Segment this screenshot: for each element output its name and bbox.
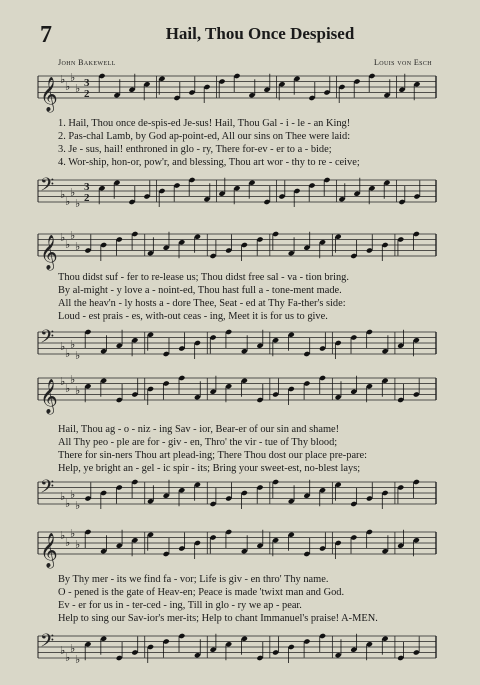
- flat-icon: ♭: [60, 490, 66, 503]
- flat-icon: ♭: [70, 338, 76, 351]
- treble-staff-3: [0, 370, 480, 422]
- hymn-composer: Louis von Esch: [373, 58, 432, 67]
- flat-icon: ♭: [75, 384, 81, 397]
- treble-clef-icon: 𝄞: [40, 533, 58, 568]
- bass-staff-2: [0, 324, 480, 376]
- verse-line: 1. Hail, Thou once de-spis-ed Je-sus! Hail, Thou Gal - i - le - an King!: [58, 118, 351, 129]
- bass-staff-3: [0, 474, 480, 526]
- flat-icon: ♭: [75, 653, 81, 666]
- bass-clef-icon: 𝄢: [40, 477, 55, 502]
- bass-clef-icon: 𝄢: [40, 631, 55, 656]
- time-signature-bottom: 2: [84, 88, 90, 100]
- flat-icon: ♭: [65, 651, 71, 664]
- time-signature-top: 3: [84, 77, 90, 89]
- flat-icon: ♭: [70, 373, 76, 386]
- flat-icon: ♭: [75, 197, 81, 210]
- verse-line: All the heav'n - ly hosts a - dore Thee, Seat - ed at Thy Fa-ther's side:: [58, 298, 346, 309]
- verse-line: By Thy mer - its we find fa - vor; Life is giv - en thro' Thy name.: [58, 574, 329, 585]
- bass-staff-4: [0, 628, 480, 680]
- flat-icon: ♭: [70, 186, 76, 199]
- flat-icon: ♭: [70, 488, 76, 501]
- verse-line: Hail, Thou ag - o - niz - ing Sav - ior, Bear-er of our sin and shame!: [58, 424, 340, 435]
- flat-icon: ♭: [70, 642, 76, 655]
- hymn-title: Hail, Thou Once Despised: [165, 24, 355, 43]
- flat-icon: ♭: [60, 375, 66, 388]
- flat-icon: ♭: [70, 229, 76, 242]
- treble-staff-1: [0, 68, 480, 120]
- treble-clef-icon: 𝄞: [40, 379, 58, 414]
- treble-clef-icon: 𝄞: [40, 77, 58, 112]
- verse-line: 4. Wor-ship, hon-or, pow'r, and blessing, Thou art wor - thy to re - ceive;: [58, 157, 360, 168]
- hymn-header: [0, 0, 480, 70]
- time-signature-bottom: 2: [84, 192, 90, 204]
- verse-line: O - pened is the gate of Heav-en; Peace is made 'twixt man and God.: [58, 587, 345, 598]
- flat-icon: ♭: [60, 73, 66, 86]
- verse-line: Thou didst suf - fer to re-lease us; Thou didst free sal - va - tion bring.: [58, 272, 349, 283]
- bass-clef-icon: 𝄢: [40, 175, 55, 200]
- hymn-author: John Bakewell: [58, 58, 116, 67]
- flat-icon: ♭: [60, 529, 66, 542]
- flat-icon: ♭: [65, 536, 71, 549]
- treble-staff-2: [0, 226, 480, 278]
- verse-line: By al-might - y love a - noint-ed, Thou hast full a - tone-ment made.: [58, 285, 342, 296]
- treble-staff-4: [0, 524, 480, 576]
- flat-icon: ♭: [60, 644, 66, 657]
- flat-icon: ♭: [65, 497, 71, 510]
- flat-icon: ♭: [75, 538, 81, 551]
- verse-line: 2. Pas-chal Lamb, by God ap-point-ed, All our sins on Thee were laid:: [58, 131, 351, 142]
- flat-icon: ♭: [65, 238, 71, 251]
- bass-clef-icon: 𝄢: [40, 327, 55, 352]
- flat-icon: ♭: [65, 195, 71, 208]
- hymn-number: 7: [40, 22, 52, 48]
- flat-icon: ♭: [70, 527, 76, 540]
- treble-clef-icon: 𝄞: [40, 235, 58, 270]
- verse-line: All Thy peo - ple are for - giv - en, Thro' the vir - tue of Thy blood;: [58, 437, 338, 448]
- flat-icon: ♭: [60, 188, 66, 201]
- verse-line: There for sin-ners Thou art plead-ing; There Thou dost our place pre-pare:: [58, 450, 368, 461]
- flat-icon: ♭: [65, 347, 71, 360]
- flat-icon: ♭: [75, 499, 81, 512]
- flat-icon: ♭: [60, 340, 66, 353]
- verse-line: Help to sing our Sav-ior's mer-its; Help to chant Immanuel's praise! A-MEN.: [58, 613, 378, 624]
- verse-line: Ev - er for us in - ter-ced - ing, Till in glo - ry we ap - pear.: [58, 600, 302, 611]
- flat-icon: ♭: [60, 231, 66, 244]
- flat-icon: ♭: [75, 82, 81, 95]
- flat-icon: ♭: [65, 382, 71, 395]
- verse-line: Help, ye bright an - gel - ic spir - its; Bring your sweet-est, no-blest lays;: [58, 463, 361, 474]
- bass-staff-1: [0, 172, 480, 224]
- flat-icon: ♭: [70, 71, 76, 84]
- flat-icon: ♭: [75, 349, 81, 362]
- verse-line: Loud - est prais - es, with-out ceas - ing, Meet it is for us to give.: [58, 311, 328, 322]
- flat-icon: ♭: [65, 80, 71, 93]
- time-signature-top: 3: [84, 181, 90, 193]
- flat-icon: ♭: [75, 240, 81, 253]
- verse-line: 3. Je - sus, hail! enthroned in glo - ry, There for-ev - er to a - bide;: [58, 144, 332, 155]
